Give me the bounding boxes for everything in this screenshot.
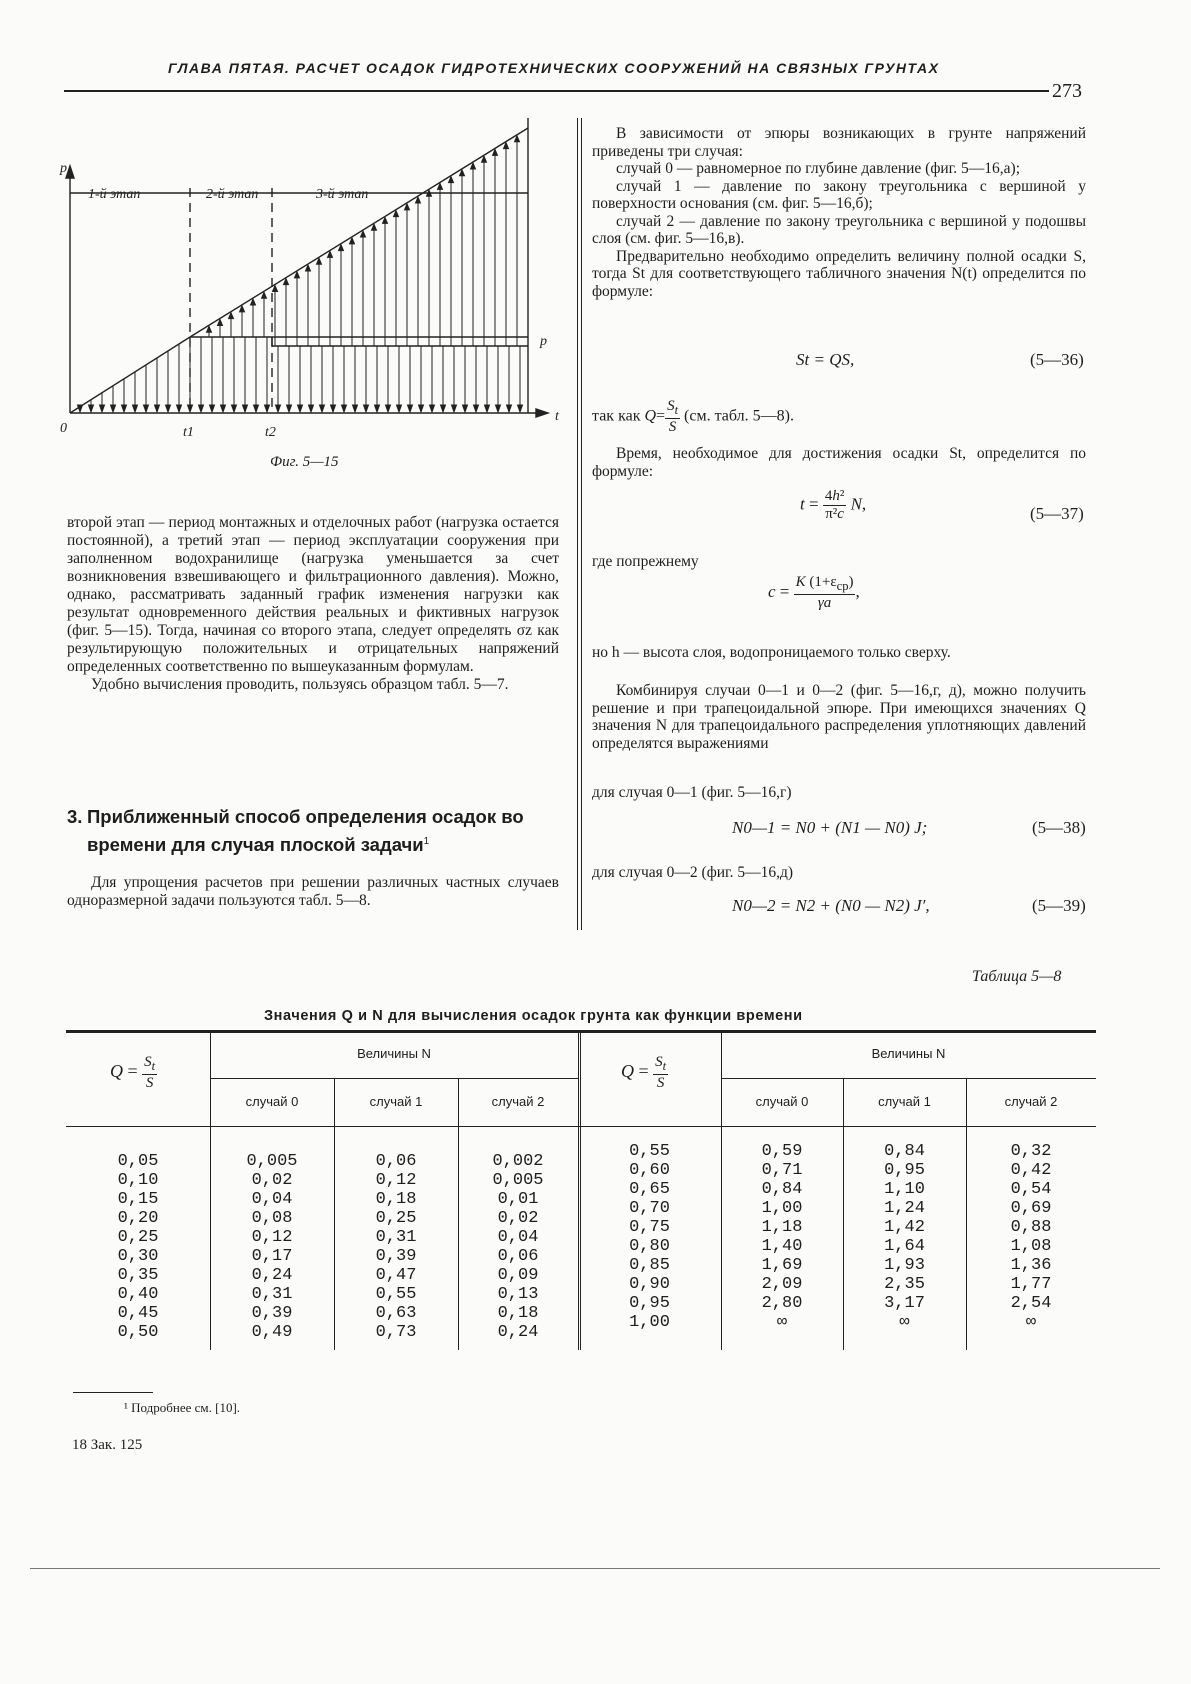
table-cell: 0,32	[1010, 1142, 1052, 1161]
table-cell: ∞	[776, 1313, 788, 1332]
t1-label: t1	[183, 425, 194, 440]
table-cell: 0,02	[251, 1171, 293, 1190]
load-arrow-head	[375, 405, 380, 412]
table-cell: 0,31	[251, 1285, 293, 1304]
load-arrow-head	[496, 405, 501, 412]
left-paragraph-1: второй этап — период монтажных и отделочных работ (нагрузка остается постоянной), а третий этап — период эксплуатации сооружения при заполненном водохранилище (нагрузка уменьшается за счет возникновения взвешивающего и фильтрационного давления). Можно, однако, рассматривать заданный график изменения нагрузки как результат одновременного действия реальных и фиктивных нагрузок (фиг. 5—15). Тогда, начиная со второго этапа, следует определять σz как результирующую положительных и отрицательных напряжений определенных соответственно по вышеуказанным формулам.	[67, 514, 559, 675]
bottom-scan-line	[30, 1568, 1160, 1569]
right-text-block-3	[592, 682, 1086, 752]
table-cell: 0,69	[1010, 1199, 1052, 1218]
time-text: Время, необходимое для достижения осадки St, определится по формуле:	[592, 445, 1086, 480]
table-cell: 0,24	[251, 1266, 293, 1285]
h-line	[592, 644, 1086, 662]
load-arrow-head	[507, 405, 512, 412]
load-arrow-head	[243, 405, 248, 412]
section-number: 3.	[67, 806, 83, 827]
table-cell: 0,15	[117, 1190, 159, 1209]
table-cell: 2,54	[1010, 1294, 1052, 1313]
stage2-label: 2-й этап	[206, 187, 259, 202]
table-cell: 0,71	[761, 1161, 803, 1180]
table-cell: 2,80	[761, 1294, 803, 1313]
group-header-left: Величины N	[357, 1046, 431, 1061]
equation-5-39-text: N0—2 = N2 + (N0 — N2) J′,	[732, 896, 930, 915]
q-fraction: $\frac{S_t}{S}$	[667, 398, 679, 435]
table-cell: 0,54	[1010, 1180, 1052, 1199]
table-cell: 0,84	[884, 1142, 925, 1161]
header-rule	[64, 90, 1049, 92]
equation-5-38	[732, 818, 927, 838]
table-cell: 0,40	[117, 1285, 159, 1304]
table-cell: 0,42	[1010, 1161, 1052, 1180]
table-cell: 1,10	[884, 1180, 925, 1199]
table-cell: 0,75	[629, 1218, 670, 1237]
header-case1-right: случай 1	[878, 1094, 931, 1109]
load-arrow-head	[166, 405, 171, 412]
load-arrow-head	[452, 405, 457, 412]
table-cell: 0,31	[375, 1228, 417, 1247]
case-01-text: для случая 0—1 (фиг. 5—16,г)	[592, 784, 792, 801]
load-arrow-head	[419, 405, 424, 412]
table-cell: 0,18	[497, 1304, 539, 1323]
load-arrow-head	[232, 405, 237, 412]
table-cell: ∞	[1025, 1313, 1037, 1332]
column-case1-right	[843, 1142, 966, 1332]
cases-intro: В зависимости от эпюры возникающих в грунте напряжений приведены три случая:	[592, 125, 1086, 160]
column-case1-left	[334, 1152, 458, 1342]
table-cell: 0,39	[375, 1247, 417, 1266]
load-arrow-head	[177, 405, 182, 412]
table-cell: 2,09	[761, 1275, 803, 1294]
table-cell: 0,47	[375, 1266, 417, 1285]
table-cell: 1,24	[884, 1199, 925, 1218]
load-arrow-head	[408, 405, 413, 412]
load-arrow-head	[463, 405, 468, 412]
table-cell: 0,24	[497, 1323, 539, 1342]
load-arrow-head	[122, 405, 127, 412]
column-case0-left	[210, 1152, 334, 1342]
printer-signature: 18 Зак. 125	[72, 1437, 143, 1453]
table-cell: 0,002	[492, 1152, 544, 1171]
left-text-block-2	[67, 874, 559, 909]
load-arrow-head	[210, 405, 215, 412]
table-cell: 0,13	[497, 1285, 539, 1304]
table-cell: 0,08	[251, 1209, 293, 1228]
p-right-label: p	[540, 334, 547, 349]
table-cell: 0,05	[117, 1152, 159, 1171]
load-arrow-head	[386, 405, 391, 412]
load-arrow-head	[133, 405, 138, 412]
p-axis-label: p	[60, 161, 67, 176]
load-arrow-head	[364, 405, 369, 412]
table-cell: 1,64	[884, 1237, 925, 1256]
table-cell: 1,42	[884, 1218, 925, 1237]
table-cell: 0,10	[117, 1171, 159, 1190]
table-cell: 0,49	[251, 1323, 293, 1342]
load-arrow-head	[342, 405, 347, 412]
case-2-text: случай 2 — давление по закону треугольника с вершиной у подошвы слоя (см. фиг. 5—16,в).	[592, 212, 1086, 247]
load-diagram-svg	[58, 118, 568, 448]
table-cell: ∞	[899, 1313, 910, 1332]
table-cell: 0,65	[629, 1180, 670, 1199]
column-divider	[577, 118, 582, 930]
equation-5-38-text: N0—1 = N0 + (N1 — N0) J;	[732, 818, 928, 837]
load-arrow-head	[89, 405, 94, 412]
table-cell: 0,50	[117, 1323, 159, 1342]
preliminary-text: Предварительно необходимо определить величину полной осадки S, тогда St для соответствующего табличного значения N(t) определится по формуле:	[592, 247, 1086, 300]
equation-5-37: t = $\frac{\text{4h²}}{\text{π²c}}$ N,	[800, 488, 867, 522]
case-02-line	[592, 864, 1086, 882]
table-cell: 0,06	[375, 1152, 417, 1171]
header-case0-left: случай 0	[245, 1094, 299, 1109]
load-arrow-head	[78, 405, 83, 412]
left-paragraph-3: Для упрощения расчетов при решении различных частных случаев одноразмерной задачи пользуются табл. 5—8.	[67, 874, 559, 909]
load-arrow-head	[254, 405, 259, 412]
table-cell: 1,36	[1010, 1256, 1052, 1275]
table-cell: 0,01	[497, 1190, 539, 1209]
table-cell: 0,63	[375, 1304, 417, 1323]
table-cell: 0,85	[629, 1256, 670, 1275]
load-arrow-head	[265, 405, 270, 412]
header-case0-right: случай 0	[755, 1094, 809, 1109]
load-arrow-head	[199, 405, 204, 412]
section-footnote-mark: 1	[423, 836, 430, 847]
table-cell: 0,17	[251, 1247, 293, 1266]
column-case2-left	[458, 1152, 578, 1342]
load-arrow-head	[276, 405, 281, 412]
where-line	[592, 553, 1086, 571]
t2-label: t2	[265, 425, 276, 440]
table-cell: 0,20	[117, 1209, 159, 1228]
table-cell: 1,40	[761, 1237, 803, 1256]
table-cell: 0,70	[629, 1199, 670, 1218]
load-arrow-head	[155, 405, 160, 412]
page-number: 273	[1052, 80, 1082, 102]
figure-load-diagram	[58, 118, 568, 453]
load-arrow-head	[144, 405, 149, 412]
load-arrow-head	[485, 405, 490, 412]
table-cell: 0,09	[497, 1266, 539, 1285]
load-arrow-head	[100, 405, 105, 412]
stage3-label: 3-й этап	[316, 187, 369, 202]
equation-5-37-number: (5—37)	[1030, 504, 1084, 523]
table-cell: 0,06	[497, 1247, 539, 1266]
table-cell: 1,69	[761, 1256, 803, 1275]
table-cell: 1,93	[884, 1256, 925, 1275]
table-cell: 0,59	[761, 1142, 803, 1161]
table-cell: 0,04	[251, 1190, 293, 1209]
right-text-block-1	[592, 125, 1086, 300]
load-arrow-head	[320, 405, 325, 412]
section-title: Приближенный способ определения осадок во времени для случая плоской задачи	[87, 806, 524, 856]
table-cell: 0,35	[117, 1266, 159, 1285]
equation-5-36-number: (5—36)	[1030, 350, 1084, 369]
footnote-rule	[73, 1392, 153, 1393]
header-case2-left: случай 2	[491, 1094, 545, 1109]
origin-label: 0	[60, 421, 67, 436]
table-cell: 0,80	[629, 1237, 670, 1256]
load-arrow-head	[298, 405, 303, 412]
table-cell: 0,25	[375, 1209, 417, 1228]
table-cell: 0,30	[117, 1247, 159, 1266]
case-1-text: случай 1 — давление по закону треугольника с вершиной у поверхности основания (см. фиг. 5—16,б);	[592, 177, 1086, 212]
table-5-8	[66, 1030, 1096, 1360]
table-cell: 0,005	[492, 1171, 544, 1190]
table-cell: 0,39	[251, 1304, 293, 1323]
load-arrow-head	[221, 405, 226, 412]
table-cell: 0,45	[117, 1304, 159, 1323]
table-cell: 1,08	[1010, 1237, 1052, 1256]
load-arrow-head	[397, 405, 402, 412]
table-cell: 0,25	[117, 1228, 159, 1247]
equation-5-39	[732, 896, 930, 916]
table-cell: 0,95	[629, 1294, 670, 1313]
h-text: но h — высота слоя, водопроницаемого только сверху.	[592, 644, 951, 661]
figure-caption: Фиг. 5—15	[270, 454, 339, 470]
table-cell: 0,18	[375, 1190, 417, 1209]
equation-c: c = $\frac{K (1+\varepsilon_{ср})}{\gamma a}$ ,	[768, 574, 860, 611]
table-cell: 0,55	[629, 1142, 670, 1161]
load-arrow-head	[188, 405, 193, 412]
load-arrow-head	[441, 405, 446, 412]
load-arrow-head	[353, 405, 358, 412]
column-q-left	[66, 1152, 210, 1342]
table-cell: 0,73	[375, 1323, 417, 1342]
table-cell: 0,88	[1010, 1218, 1052, 1237]
load-arrow-head	[518, 405, 523, 412]
column-q-right	[578, 1142, 721, 1332]
load-arrow-head	[430, 405, 435, 412]
load-arrow-head	[111, 405, 116, 412]
table-cell: 1,77	[1010, 1275, 1052, 1294]
case-02-text: для случая 0—2 (фиг. 5—16,д)	[592, 864, 794, 881]
left-text-block	[67, 514, 559, 694]
since-line: так как Q= $\frac{S_t}{S}$ (см. табл. 5—8).	[592, 398, 794, 435]
load-arrow-head	[287, 405, 292, 412]
table-cell: 1,00	[761, 1199, 803, 1218]
running-title: ГЛАВА ПЯТАЯ. РАСЧЕТ ОСАДОК ГИДРОТЕХНИЧЕСКИХ СООРУЖЕНИЙ НА СВЯЗНЫХ ГРУНТАХ	[168, 60, 940, 76]
table-cell: 0,60	[629, 1161, 670, 1180]
table-cell: 3,17	[884, 1294, 925, 1313]
table-cell: 1,00	[629, 1313, 670, 1332]
header-case2-right: случай 2	[1004, 1094, 1058, 1109]
right-text-block-2	[592, 445, 1086, 480]
equation-5-36	[796, 350, 854, 370]
since-reference: (см. табл. 5—8).	[684, 407, 794, 425]
q-header-left: Q = $\frac{S_t}{S}$	[110, 1054, 156, 1091]
equation-5-39-number: (5—39)	[1032, 896, 1086, 915]
section-heading	[67, 804, 559, 857]
table-cell: 0,02	[497, 1209, 539, 1228]
table-title: Значения Q и N для вычисления осадок грунта как функции времени	[264, 1008, 803, 1024]
table-cell: 0,84	[761, 1180, 803, 1199]
table-cell: 0,95	[884, 1161, 925, 1180]
case-01-line	[592, 784, 1086, 802]
table-cell: 0,12	[251, 1228, 293, 1247]
load-arrow-head	[331, 405, 336, 412]
equation-5-38-number: (5—38)	[1032, 818, 1086, 837]
case-0-text: случай 0 — равномерное по глубине давление (фиг. 5—16,а);	[616, 160, 1021, 177]
footnote: ¹ Подробнее см. [10].	[124, 1400, 241, 1415]
group-header-right: Величины N	[871, 1046, 946, 1061]
combine-text: Комбинируя случаи 0—1 и 0—2 (фиг. 5—16,г, д), можно получить решение и при трапецоидальной эпюре. При имеющихся значениях Q значения N для трапецоидального распределения уплотняющих давлений определятся выражениями	[592, 682, 1086, 752]
table-caption: Таблица 5—8	[972, 968, 1062, 985]
table-cell: 0,55	[375, 1285, 417, 1304]
table-cell: 0,12	[375, 1171, 417, 1190]
load-arrow-head	[474, 405, 479, 412]
q-header-right: Q = $\frac{S_t}{S}$	[621, 1054, 667, 1091]
load-arrow-head	[309, 405, 314, 412]
since-text: так как	[592, 407, 641, 425]
table-cell: 2,35	[884, 1275, 925, 1294]
stage1-label: 1-й этап	[88, 187, 141, 202]
table-cell: 1,18	[761, 1218, 803, 1237]
header-case1-left: случай 1	[369, 1094, 423, 1109]
table-cell: 0,005	[246, 1152, 298, 1171]
column-case0-right	[721, 1142, 843, 1332]
t-axis-label: t	[555, 409, 559, 424]
column-case2-right	[966, 1142, 1096, 1332]
left-paragraph-2: Удобно вычисления проводить, пользуясь образцом табл. 5—7.	[91, 676, 509, 693]
where-text: где попрежнему	[592, 553, 699, 570]
table-cell: 0,90	[629, 1275, 670, 1294]
equation-5-36-text: St = QS,	[796, 350, 855, 369]
table-cell: 0,04	[497, 1228, 539, 1247]
